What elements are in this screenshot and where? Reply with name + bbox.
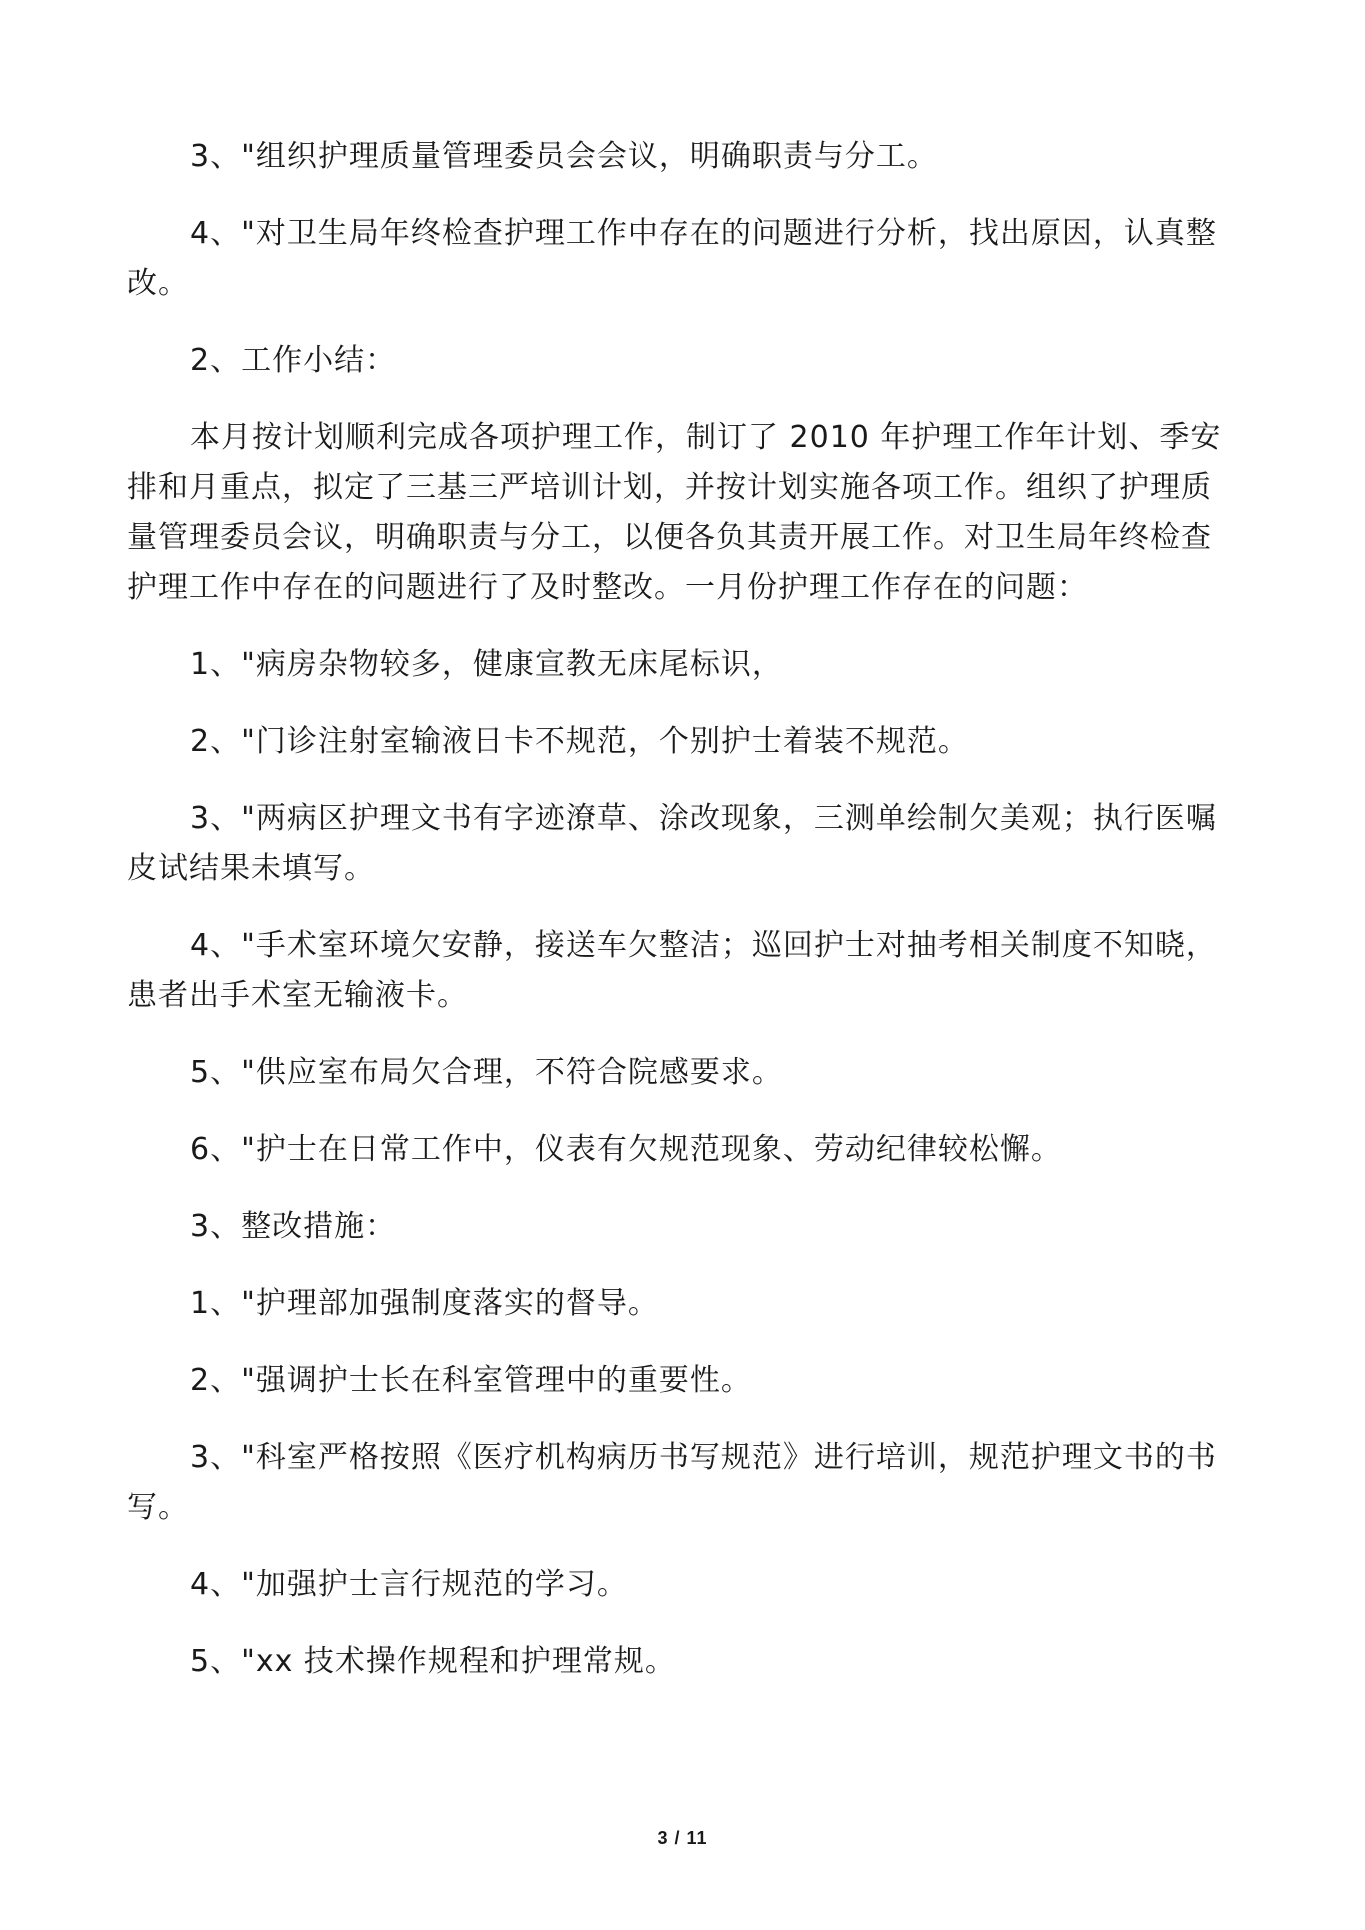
page-number: 3 / 11	[657, 1828, 708, 1848]
list-item: 1、"护理部加强制度落实的督导。	[190, 1286, 659, 1321]
list-item: 4、"手术室环境欠安静，接送车欠整洁；巡回护士对抽考相关制度不知晓，患者出手术室无输液卡。	[127, 928, 1217, 1013]
list-item: 2、"强调护士长在科室管理中的重要性。	[190, 1363, 752, 1398]
paragraph: 3、"组织护理质量管理委员会会议，明确职责与分工。	[190, 139, 938, 174]
list-item: 2、"门诊注射室输液日卡不规范，个别护士着装不规范。	[190, 724, 969, 759]
document-body	[127, 132, 1237, 1714]
paragraph: 本月按计划顺利完成各项护理工作，制订了 2010 年护理工作年计划、季安排和月重点，拟定了三基三严培训计划，并按计划实施各项工作。组织了护理质量管理委员会议，明确职责与分工，以便各负其责开展工作。对卫生局年终检查护理工作中存在的问题进行了及时整改。一月份护理工作存在的问题：	[127, 420, 1222, 605]
list-item: 1、"病房杂物较多，健康宣教无床尾标识，	[190, 647, 783, 682]
list-item: 5、"xx 技术操作规程和护理常规。	[190, 1644, 676, 1679]
section-heading: 2、工作小结：	[190, 343, 397, 378]
list-item: 6、"护士在日常工作中，仪表有欠规范现象、劳动纪律较松懈。	[190, 1132, 1062, 1167]
list-item: 4、"加强护士言行规范的学习。	[190, 1567, 628, 1602]
list-item: 5、"供应室布局欠合理，不符合院感要求。	[190, 1055, 783, 1090]
section-heading: 3、整改措施：	[190, 1209, 397, 1244]
list-item: 3、"科室严格按照《医疗机构病历书写规范》进行培训，规范护理文书的书写。	[127, 1440, 1217, 1525]
list-item: 3、"两病区护理文书有字迹潦草、涂改现象，三测单绘制欠美观；执行医嘱皮试结果未填写。	[127, 801, 1217, 886]
paragraph: 4、"对卫生局年终检查护理工作中存在的问题进行分析，找出原因，认真整改。	[127, 216, 1217, 301]
